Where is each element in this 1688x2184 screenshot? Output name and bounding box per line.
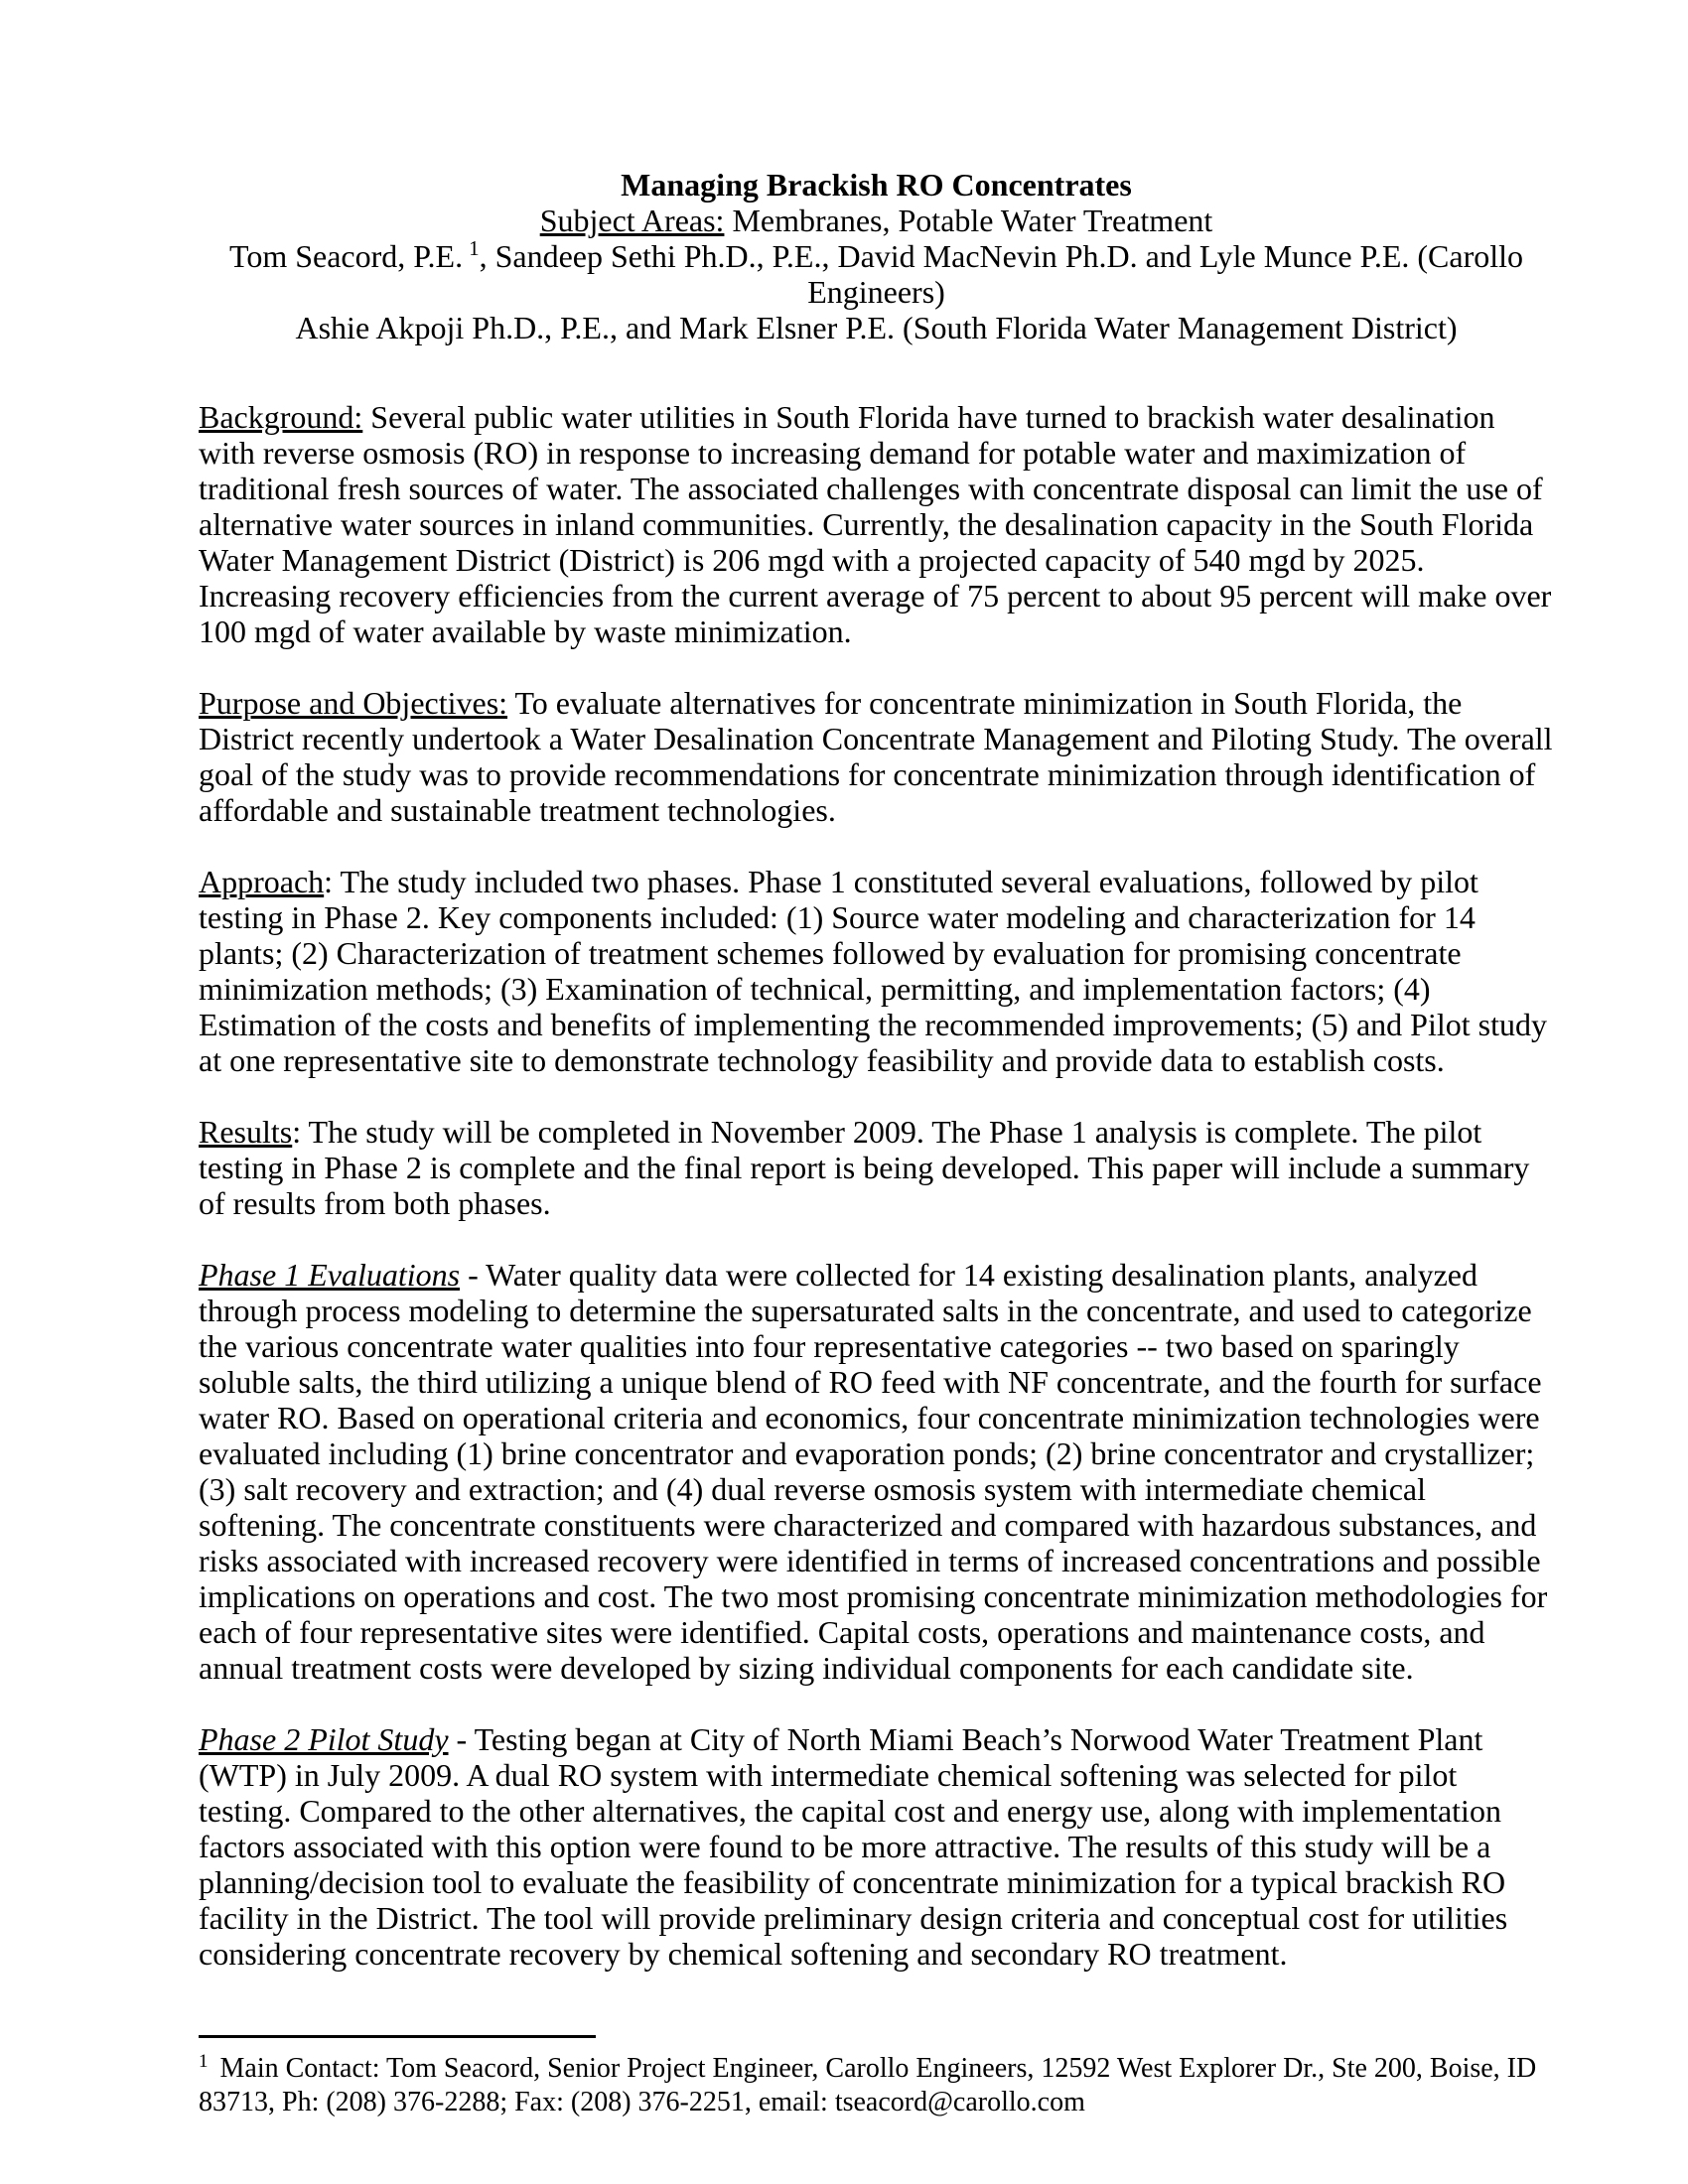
section-phase2-text: - Testing began at City of North Miami Beach’s Norwood Water Treatment Plant (WTP) in July 2009. A dual RO system with intermediate chemical softening was selected for pilot testing. Compared to the other alternatives, the capital cost and energy use, along with implementation factors associated with this option were found to be more attractive. The results of this study will be a planning/decision tool to evaluate the feasibility of concentrate minimization for a typical brackish RO facility in the District. The tool will provide preliminary design criteria and conceptual cost for utilities considering concentrate recovery by chemical softening and secondary RO treatment. [199, 1721, 1508, 1972]
page-title: Managing Brackish RO Concentrates [621, 167, 1132, 203]
section-approach-label: Approach [199, 864, 325, 899]
author-name-lead: Tom Seacord, P.E. [229, 238, 464, 274]
section-background-label: Background: [199, 399, 363, 435]
footnote [199, 2052, 1554, 2119]
document-header [199, 167, 1554, 345]
authors-line-1-continuation: Engineers) [807, 274, 945, 310]
authors-line-2: Ashie Akpoji Ph.D., P.E., and Mark Elsner P.E. (South Florida Water Management District) [295, 310, 1458, 345]
section-approach-text: : The study included two phases. Phase 1 constituted several evaluations, followed by pilot testing in Phase 2. Key components included: (1) Source water modeling and characterization for 14 plants; (2) Characterization of treatment schemes followed by evaluation for promising concentrate minimization methods; (3) Examination of technical, permitting, and implementation factors; (4) Estimation of the costs and benefits of implementing the recommended improvements; (5) and Pilot study at one representative site to demonstrate technology feasibility and provide data to establish costs. [199, 864, 1547, 1078]
section-approach [199, 864, 1554, 1078]
subject-areas-value: Membranes, Potable Water Treatment [724, 203, 1213, 238]
section-phase1-label: Phase 1 Evaluations [199, 1257, 461, 1293]
footnote-area [199, 2035, 1554, 2119]
footnote-reference-mark: 1 [469, 236, 480, 261]
subject-areas-label: Subject Areas: [539, 203, 725, 238]
footnote-marker: 1 [199, 2050, 209, 2072]
section-results-label: Results [199, 1114, 293, 1150]
section-purpose-and-objectives [199, 685, 1554, 828]
subject-line [199, 203, 1554, 238]
section-phase1-text: - Water quality data were collected for 14 existing desalination plants, analyzed through process modeling to determine the supersaturated salts in the concentrate, and used to categorize the various concentrate water qualities into four representative categories -- two based on sparingly soluble salts, the third utilizing a unique blend of RO feed with NF concentrate, and the fourth for surface water RO. Based on operational criteria and economics, four concentrate minimization technologies were evaluated including (1) brine concentrator and evaporation ponds; (2) brine concentrator and crystallizer; (3) salt recovery and extraction; and (4) dual reverse osmosis system with intermediate chemical softening. The concentrate constituents were characterized and compared with hazardous substances, and risks associated with increased recovery were identified in terms of increased concentrations and possible implications on operations and cost. The two most promising concentrate minimization methodologies for each of four representative sites were identified. Capital costs, operations and maintenance costs, and annual treatment costs were developed by sizing individual components for each candidate site. [199, 1257, 1548, 1686]
section-purpose-text: To evaluate alternatives for concentrate minimization in South Florida, the District recently undertook a Water Desalination Concentrate Management and Piloting Study. The overall goal of the study was to provide recommendations for concentrate minimization through identification of affordable and sustainable treatment technologies. [199, 685, 1553, 828]
section-results-text: : The study will be completed in November 2009. The Phase 1 analysis is complete. The pilot testing in Phase 2 is complete and the final report is being developed. This paper will include a summary of results from both phases. [199, 1114, 1530, 1221]
section-phase-2-pilot-study [199, 1721, 1554, 1972]
section-background [199, 399, 1554, 649]
author-names-rest: , Sandeep Sethi Ph.D., P.E., David MacNevin Ph.D. and Lyle Munce P.E. (Carollo [479, 238, 1523, 274]
section-purpose-label: Purpose and Objectives: [199, 685, 508, 721]
footnote-text: Main Contact: Tom Seacord, Senior Project Engineer, Carollo Engineers, 12592 West Explorer Dr., Ste 200, Boise, ID 83713, Ph: (208) 376-2288; Fax: (208) 376-2251, email: tseacord@carollo.com [199, 2053, 1537, 2117]
section-background-text: Several public water utilities in South Florida have turned to brackish water desalination with reverse osmosis (RO) in response to increasing demand for potable water and maximization of traditional fresh sources of water. The associated challenges with concentrate disposal can limit the use of alternative water sources in inland communities. Currently, the desalination capacity in the South Florida Water Management District (District) is 206 mgd with a projected capacity of 540 mgd by 2025. Increasing recovery efficiencies from the current average of 75 percent to about 95 percent will make over 100 mgd of water available by waste minimization. [199, 399, 1552, 649]
section-results [199, 1114, 1554, 1221]
authors-line-1 [199, 238, 1554, 274]
document-page [199, 0, 1554, 2119]
abstract-body [199, 399, 1554, 1972]
section-phase-1-evaluations [199, 1257, 1554, 1686]
section-phase2-label: Phase 2 Pilot Study [199, 1721, 449, 1757]
footnote-separator-rule [199, 2035, 596, 2038]
